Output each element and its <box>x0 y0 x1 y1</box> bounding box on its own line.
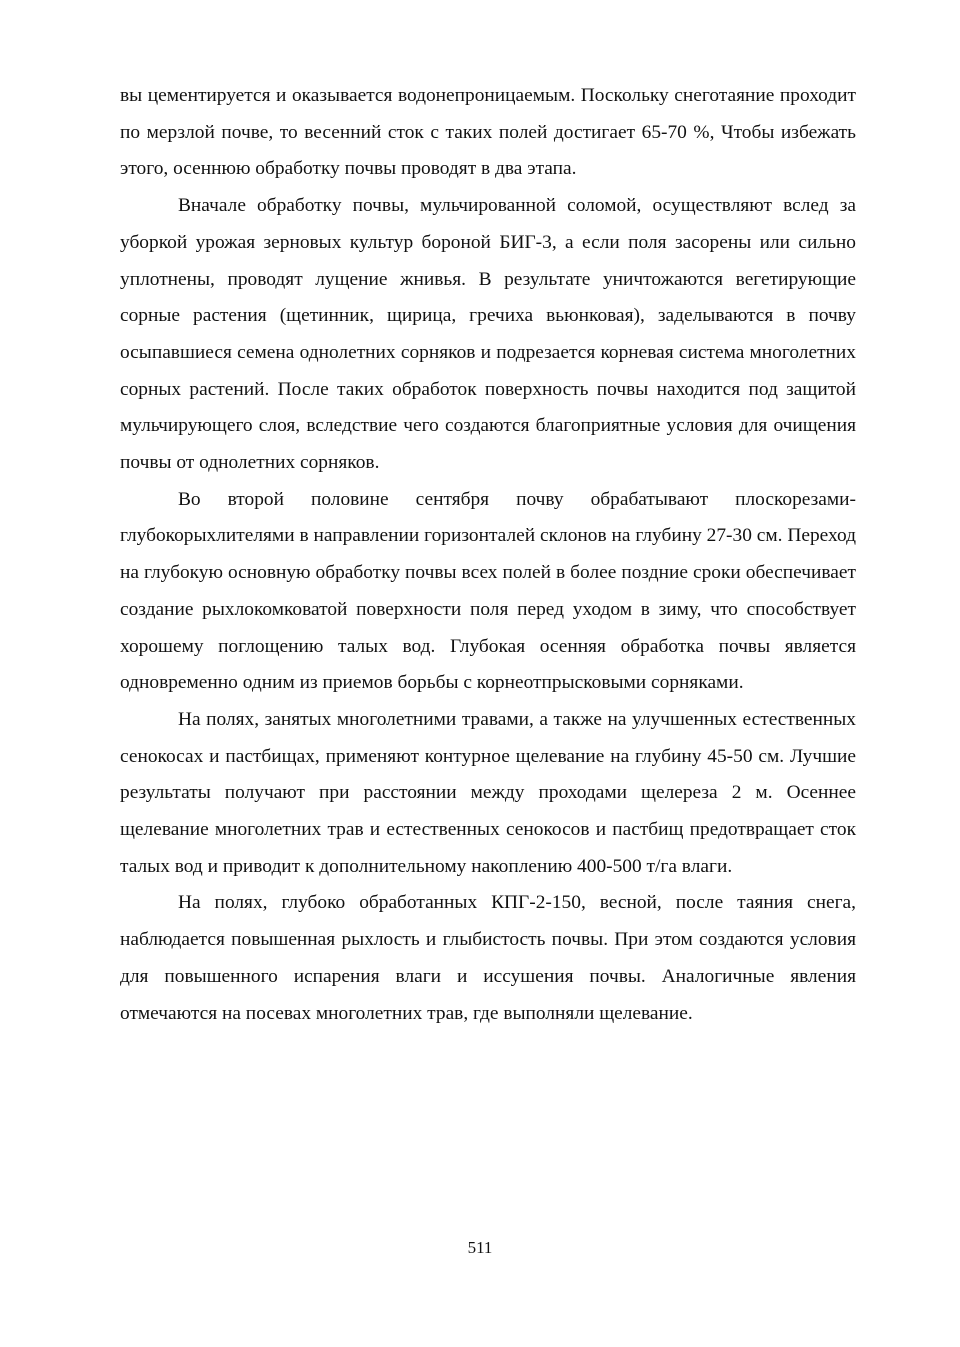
paragraph-3: Во второй половине сентября почву обрабатывают плоскорезами-глубокорыхлителями в направлении горизонталей склонов на глубину 27-30 см. Переход на глубокую основную обработку почвы всех полей в более поздние сроки обеспечивает создание рыхлокомковатой поверхности поля перед уходом в зиму, что способствует хорошему поглощению талых вод. Глубокая осенняя обработка почвы является одновременно одним из приемов борьбы с корнеотпрысковыми сорняками. <box>120 488 856 694</box>
paragraph-2: Вначале обработку почвы, мульчированной соломой, осуществляют вслед за уборкой урожая зерновых культур бороной БИГ-3, а если поля засорены или сильно уплотнены, проводят лущение жнивья. В результате уничтожаются вегетирующие сорные растения (щетинник, щирица, гречиха вьюнковая), заделываются в почву осыпавшиеся семена однолетних сорняков и подрезается корневая система многолетних сорных растений. После таких обработок поверхность почвы находится под защитой мульчирующего слоя, вследствие чего создаются благоприятные условия для очищения почвы от однолетних сорняков. <box>120 195 856 474</box>
paragraph-4: На полях, занятых многолетними травами, а также на улучшенных естественных сенокосах и пастбищах, применяют контурное щелевание на глубину 45-50 см. Лучшие результаты получают при расстоянии между проходами щелереза 2 м. Осеннее щелевание многолетних трав и естественных сенокосов и пастбищ предотвращает сток талых вод и приводит к дополнительному накоплению 400-500 т/га влаги. <box>120 708 856 877</box>
page-number: 511 <box>467 1238 493 1257</box>
body-text <box>120 78 856 1032</box>
paragraph-5: На полях, глубоко обработанных КПГ-2-150, весной, после таяния снега, наблюдается повышенная рыхлость и глыбистость почвы. При этом создаются условия для повышенного испарения влаги и иссушения почвы. Аналогичные явления отмечаются на посевах многолетних трав, где выполняли щелевание. <box>120 892 856 1024</box>
paragraph-1: вы цементируется и оказывается водонепроницаемым. Поскольку снеготаяние проходит по мерзлой почве, то весенний сток с таких полей достигает 65-70 %, Чтобы избежать этого, осеннюю обработку почвы проводят в два этапа. <box>120 85 856 180</box>
